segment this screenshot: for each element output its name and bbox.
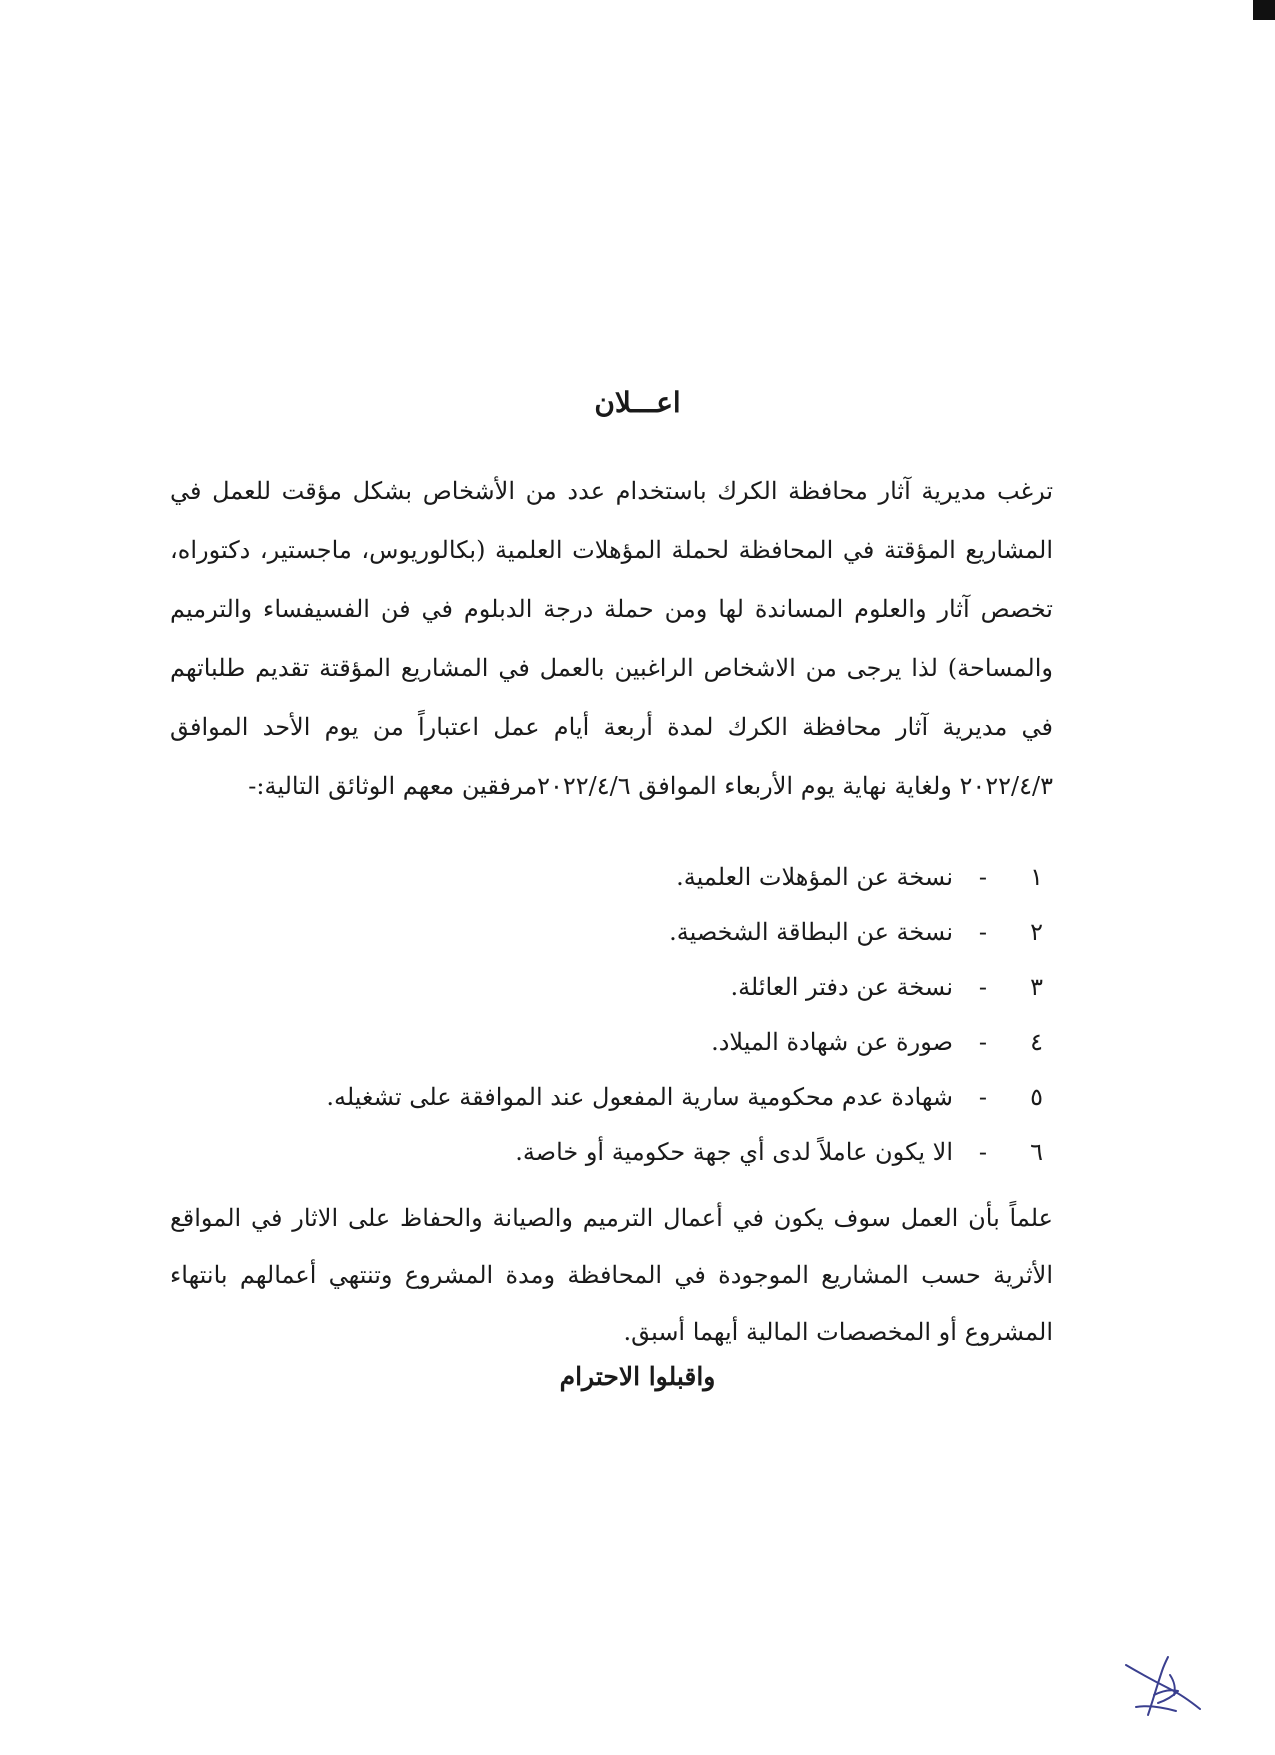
list-item-dash: -: [978, 1083, 987, 1111]
list-item-text: صورة عن شهادة الميلاد.: [711, 1028, 953, 1056]
regards-line: واقبلوا الاحترام: [559, 1362, 716, 1391]
list-item: [170, 1015, 1043, 1070]
list-item-number: ٣: [1030, 973, 1043, 1001]
list-item: [170, 960, 1043, 1015]
list-item-text: نسخة عن البطاقة الشخصية.: [669, 918, 953, 946]
list-item: [170, 905, 1043, 960]
list-item-number: ٢: [1030, 918, 1043, 946]
list-item: [170, 1070, 1043, 1125]
closing-paragraph: علماً بأن العمل سوف يكون في أعمال الترميم والصيانة والحفاظ على الاثار في المواقع الأثرية حسب المشاريع الموجودة في المحافظة ومدة المشروع وتنتهي أعمالهم بانتهاء المشروع أو المخصصات المالية أيهما أسبق.: [170, 1204, 1053, 1346]
announcement-paragraph: ترغب مديرية آثار محافظة الكرك باستخدام عدد من الأشخاص بشكل مؤقت للعمل في المشاريع المؤقتة في المحافظة لحملة المؤهلات العلمية (بكالوريوس، ماجستير، دكتوراه، تخصص آثار والعلوم المساندة لها ومن حملة درجة الدبلوم في فن الفسيفساء والترميم والمساحة) لذا يرجى من الاشخاص الراغبين بالعمل في المشاريع المؤقتة تقديم طلباتهم في مديرية آثار محافظة الكرك لمدة أربعة أيام عمل اعتباراً من يوم الأحد الموافق ٢٠٢٢/٤/٣ ولغاية نهاية يوم الأربعاء الموافق ٢٠٢٢/٤/٦مرفقين معهم الوثائق التالية:-: [170, 477, 1053, 800]
handwritten-signature: [1118, 1645, 1208, 1725]
requirements-list: [170, 850, 1043, 1180]
list-item-dash: -: [978, 973, 987, 1001]
list-item-text: نسخة عن دفتر العائلة.: [730, 973, 953, 1001]
list-item-number: ٦: [1030, 1138, 1043, 1166]
scan-edge-mark: [1253, 0, 1275, 20]
list-item-number: ٥: [1030, 1083, 1043, 1111]
list-item: [170, 850, 1043, 905]
list-item-number: ١: [1030, 863, 1043, 891]
list-item-dash: -: [978, 863, 987, 891]
list-item-dash: -: [978, 918, 987, 946]
list-item-text: شهادة عدم محكومية سارية المفعول عند الموافقة على تشغيله.: [326, 1083, 953, 1111]
list-item: [170, 1125, 1043, 1180]
list-item-text: الا يكون عاملاً لدى أي جهة حكومية أو خاصة.: [515, 1138, 953, 1166]
list-item-dash: -: [978, 1138, 987, 1166]
list-item-text: نسخة عن المؤهلات العلمية.: [676, 863, 953, 891]
list-item-number: ٤: [1030, 1028, 1043, 1056]
announcement-title: اعـــلان: [594, 386, 681, 419]
list-item-dash: -: [978, 1028, 987, 1056]
